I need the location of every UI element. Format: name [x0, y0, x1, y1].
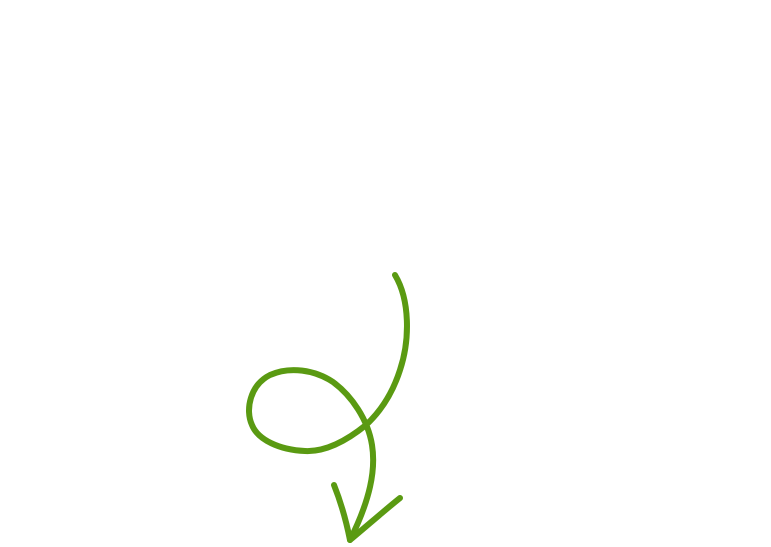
arrowhead-left-barb: [334, 485, 350, 540]
arrow-shaft: [249, 275, 407, 540]
